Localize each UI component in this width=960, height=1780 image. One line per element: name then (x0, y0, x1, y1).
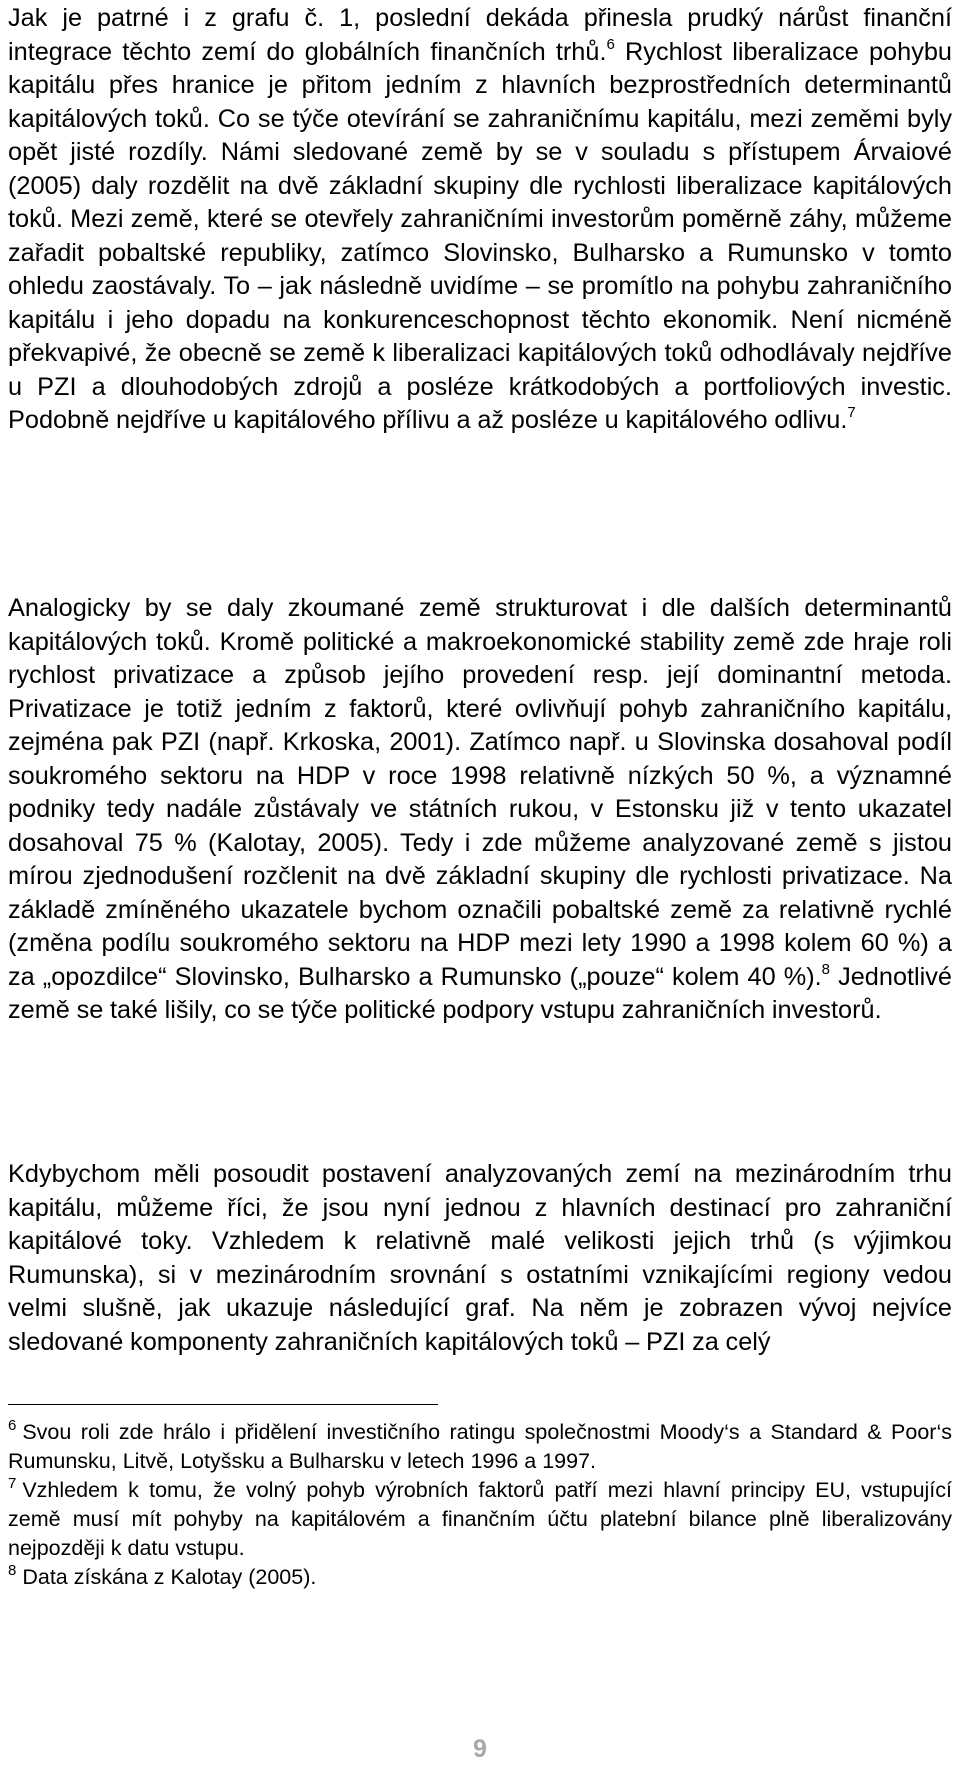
footnote-separator (8, 1404, 438, 1405)
paragraph-1 (8, 2, 952, 438)
paragraph-3 (8, 1158, 952, 1359)
footnote-ref-8: 8 (821, 960, 831, 978)
paragraph-2-text-b: Jednotlivé země se také lišily, co se týče politické podpory vstupu zahraničních investorů. (8, 962, 953, 1024)
paragraph-1-text-b: Rychlost liberalizace pohybu kapitálu přes hranice je přitom jedním z hlavních bezprostředních determinantů kapitálových toků. Co se týče otevírání se zahraničnímu kapitálu, mezi zeměmi byly opět jisté rozdíly. Námi sledované země by se v souladu s přístupem Árvaiové (2005) daly rozdělit na dvě základní skupiny dle rychlosti liberalizace kapitálových toků. Mezi země, které se otevřely zahraničními investorům poměrně záhy, můžeme zařadit pobaltské republiky, zatímco Slovinsko, Bulharsko a Rumunsko v tomto ohledu zaostávaly. To – jak následně uvidíme – se promítlo na pohybu zahraničního kapitálu i jeho dopadu na konkurenceschopnost těchto ekonomik. Není nicméně překvapivé, že obecně se země k liberalizaci kapitálových toků odhodlávaly nejdříve u PZI a dlouhodobých zdrojů a posléze krátkodobých a portfoliových investic. Podobně nejdříve u kapitálového přílivu a až posléze u kapitálového odlivu. (8, 37, 952, 434)
footnote-text: Svou roli zde hrálo i přidělení investičního ratingu společnostmi Moody‘s a Standard & Poor‘s Rumunsku, Litvě, Lotyšsku a Bulharsku v letech 1996 a 1997. (8, 1420, 952, 1473)
paragraph-3-text: Kdybychom měli posoudit postavení analyzovaných zemí na mezinárodním trhu kapitálu, můžeme říci, že jsou nyní jednou z hlavních destinací pro zahraniční kapitálové toky. Vzhledem k relativně malé velikosti jejich trhů (s výjimkou Rumunska), si v mezinárodním srovnání s ostatními vznikajícími regiony vedou velmi slušně, jak ukazuje následující graf. Na něm je zobrazen vývoj nejvíce sledované komponenty zahraničních kapitálových toků – PZI za celý (8, 1160, 952, 1356)
footnotes (8, 1418, 952, 1592)
footnote-text: Data získána z Kalotay (2005). (22, 1565, 317, 1589)
footnote-8 (8, 1563, 952, 1592)
footnote-text: Vzhledem k tomu, že volný pohyb výrobních faktorů patří mezi hlavní principy EU, vstupující země musí mít pohyby na kapitálovém a finančním účtu platební bilance plně liberalizovány nejpozději k datu vstupu. (8, 1478, 952, 1560)
footnote-6 (8, 1418, 952, 1476)
paragraph-2 (8, 592, 952, 1028)
footnote-ref-7: 7 (847, 404, 856, 421)
paragraph-2-text-a: Analogicky by se daly zkoumané země strukturovat i dle dalších determinantů kapitálových toků. Kromě politické a makroekonomické stability země zde hraje roli rychlost privatizace a způsob jejího provedení resp. její dominantní metoda. Privatizace je totiž jedním z faktorů, které ovlivňují pohyb zahraničního kapitálu, zejména pak PZI (např. Krkoska, 2001). Zatímco např. u Slovinska dosahoval podíl soukromého sektoru na HDP v roce 1998 relativně nízkých 50 %, a významné podniky tedy nadále zůstávaly ve státních rukou, v Estonsku již v tento ukazatel dosahoval 75 % (Kalotay, 2005). Tedy i zde můžeme analyzované země s jistou mírou zjednodušení rozčlenit na dvě základní skupiny dle rychlosti privatizace. Na základě zmíněného ukazatele bychom označili pobaltské země za relativně rychlé (změna podílu soukromého sektoru na HDP mezi lety 1990 a 1998 kolem 60 %) a za „opozdilce“ Slovinsko, Bulharsko a Rumunsko („pouze“ kolem 40 %). (8, 594, 952, 991)
footnote-number: 7 (8, 1475, 17, 1492)
paragraph-1-text-a: Jak je patrné i z grafu č. 1, poslední dekáda přinesla prudký nárůst finanční integrace těchto zemí do globálních finančních trhů. (8, 4, 952, 66)
footnote-number: 8 (8, 1562, 17, 1579)
footnote-7 (8, 1476, 952, 1563)
footnote-ref-6: 6 (606, 35, 615, 53)
footnote-number: 6 (8, 1417, 17, 1434)
page-number: 9 (473, 1735, 487, 1763)
